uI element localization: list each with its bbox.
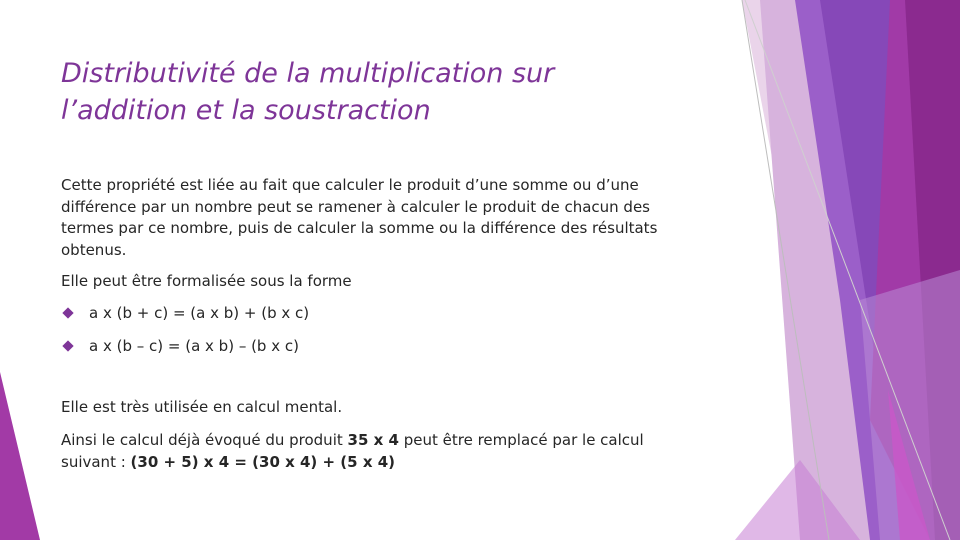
example-line-1-suffix: peut être remplacé par le calcul [398,431,644,449]
example-line-2 [61,452,644,474]
title-line-1: Distributivité de la multiplication sur [61,58,555,89]
formula-subtraction: a x (b – c) = (a x b) – (b x c) [89,337,299,355]
bullet-item-addition [61,302,309,324]
example-line-1-prefix: Ainsi le calcul déjà évoqué du produit [61,431,348,449]
example-calculation: (30 + 5) x 4 = (30 x 4) + (5 x 4) [130,452,396,471]
diamond-bullet-icon [62,340,73,351]
diamond-bullet-icon [62,307,73,318]
intro-line-1: Cette propriété est liée au fait que calculer le produit d’une somme ou d’une [61,176,639,194]
intro-paragraph [61,175,657,261]
forme-paragraph: Elle peut être formalisée sous la forme [61,272,352,290]
slide-title [61,55,701,129]
intro-line-4: obtenus. [61,240,127,259]
mental-paragraph: Elle est très utilisée en calcul mental. [61,398,343,416]
example-paragraph [61,430,644,473]
bullet-item-subtraction [61,335,299,357]
title-line-2: l’addition et la soustraction [61,95,431,126]
formula-addition: a x (b + c) = (a x b) + (b x c) [89,304,310,322]
left-accent-shape [0,372,40,540]
example-product: 35 x 4 [347,431,399,449]
intro-line-3: termes par ce nombre, puis de calculer la somme ou la différence des résultats [61,219,658,237]
intro-line-2: différence par un nombre peut se ramener à calculer le produit de chacun des [61,197,650,216]
example-line-1 [61,430,644,452]
example-line-2-prefix: suivant : [61,452,131,471]
